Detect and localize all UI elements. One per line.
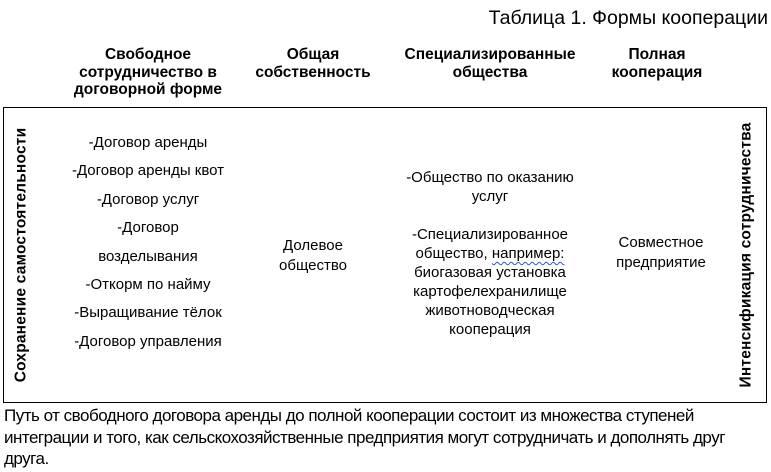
header-line: сотрудничество в bbox=[79, 63, 217, 81]
share-society-cell bbox=[248, 236, 378, 275]
independence-axis bbox=[6, 107, 36, 403]
list-line: -Откорм по найму bbox=[85, 276, 211, 294]
header-line: Полная bbox=[628, 46, 686, 63]
caption-line: Путь от свободного договора аренды до полной кооперации состоит из множества ступеней bbox=[4, 406, 694, 425]
header-line: договорной форме bbox=[73, 81, 223, 98]
cell-line: предприятие bbox=[616, 253, 706, 271]
header-line: кооперация bbox=[611, 63, 703, 81]
cell-line: биогазовая установка bbox=[414, 264, 566, 281]
list-line: -Выращивание тёлок bbox=[74, 304, 222, 322]
header-line: Общая bbox=[286, 46, 340, 63]
cell-line bbox=[390, 244, 590, 263]
cell-line: животноводческая bbox=[425, 302, 555, 319]
service-society-item bbox=[390, 168, 590, 206]
cell-line: Долевое bbox=[283, 237, 343, 254]
cell-text: общество, bbox=[415, 245, 492, 262]
cell-line: -Специализированное bbox=[411, 226, 569, 243]
joint-venture-cell bbox=[601, 233, 721, 272]
cell-line: Совместное bbox=[618, 234, 704, 251]
list-line: -Договор аренды квот bbox=[71, 162, 225, 180]
list-line: возделывания bbox=[98, 247, 198, 265]
cell-line: кооперация bbox=[449, 321, 531, 338]
header-line: Свободное bbox=[104, 46, 192, 63]
column-header-specialized-societies bbox=[392, 46, 588, 81]
intensification-axis-label: Интенсификация сотрудничества bbox=[737, 122, 754, 388]
column-header-common-property bbox=[248, 46, 378, 81]
list-line: -Договор bbox=[117, 219, 179, 237]
contract-forms-list bbox=[45, 129, 251, 356]
intensification-axis bbox=[731, 107, 761, 403]
specialized-society-item bbox=[390, 225, 590, 339]
cell-line: общество bbox=[279, 256, 347, 274]
cell-line: услуг bbox=[471, 188, 509, 205]
independence-axis-label: Сохранение самостоятельности bbox=[12, 127, 30, 383]
table-caption bbox=[4, 405, 725, 470]
cell-line: -Общество по оказанию bbox=[406, 169, 574, 186]
list-line: -Договор аренды bbox=[88, 134, 208, 151]
spellchecked-word: например: bbox=[491, 245, 565, 262]
header-line: собственность bbox=[255, 63, 371, 81]
specialized-societies-cell bbox=[390, 168, 590, 339]
header-line: Специализированные bbox=[404, 46, 576, 63]
header-line: общества bbox=[452, 63, 528, 81]
list-line: -Договор управления bbox=[74, 332, 222, 350]
column-header-contract-cooperation bbox=[45, 46, 251, 99]
cell-line: картофелехранилище bbox=[413, 283, 567, 300]
caption-line: друга. bbox=[4, 449, 49, 468]
table-title: Таблица 1. Формы кооперации bbox=[488, 7, 768, 29]
column-header-full-cooperation bbox=[601, 46, 713, 81]
list-line: -Договор услуг bbox=[96, 190, 200, 208]
caption-line: интеграции и того, как сельскохозяйственные предприятия могут сотрудничать и дополнять друг bbox=[4, 427, 725, 447]
